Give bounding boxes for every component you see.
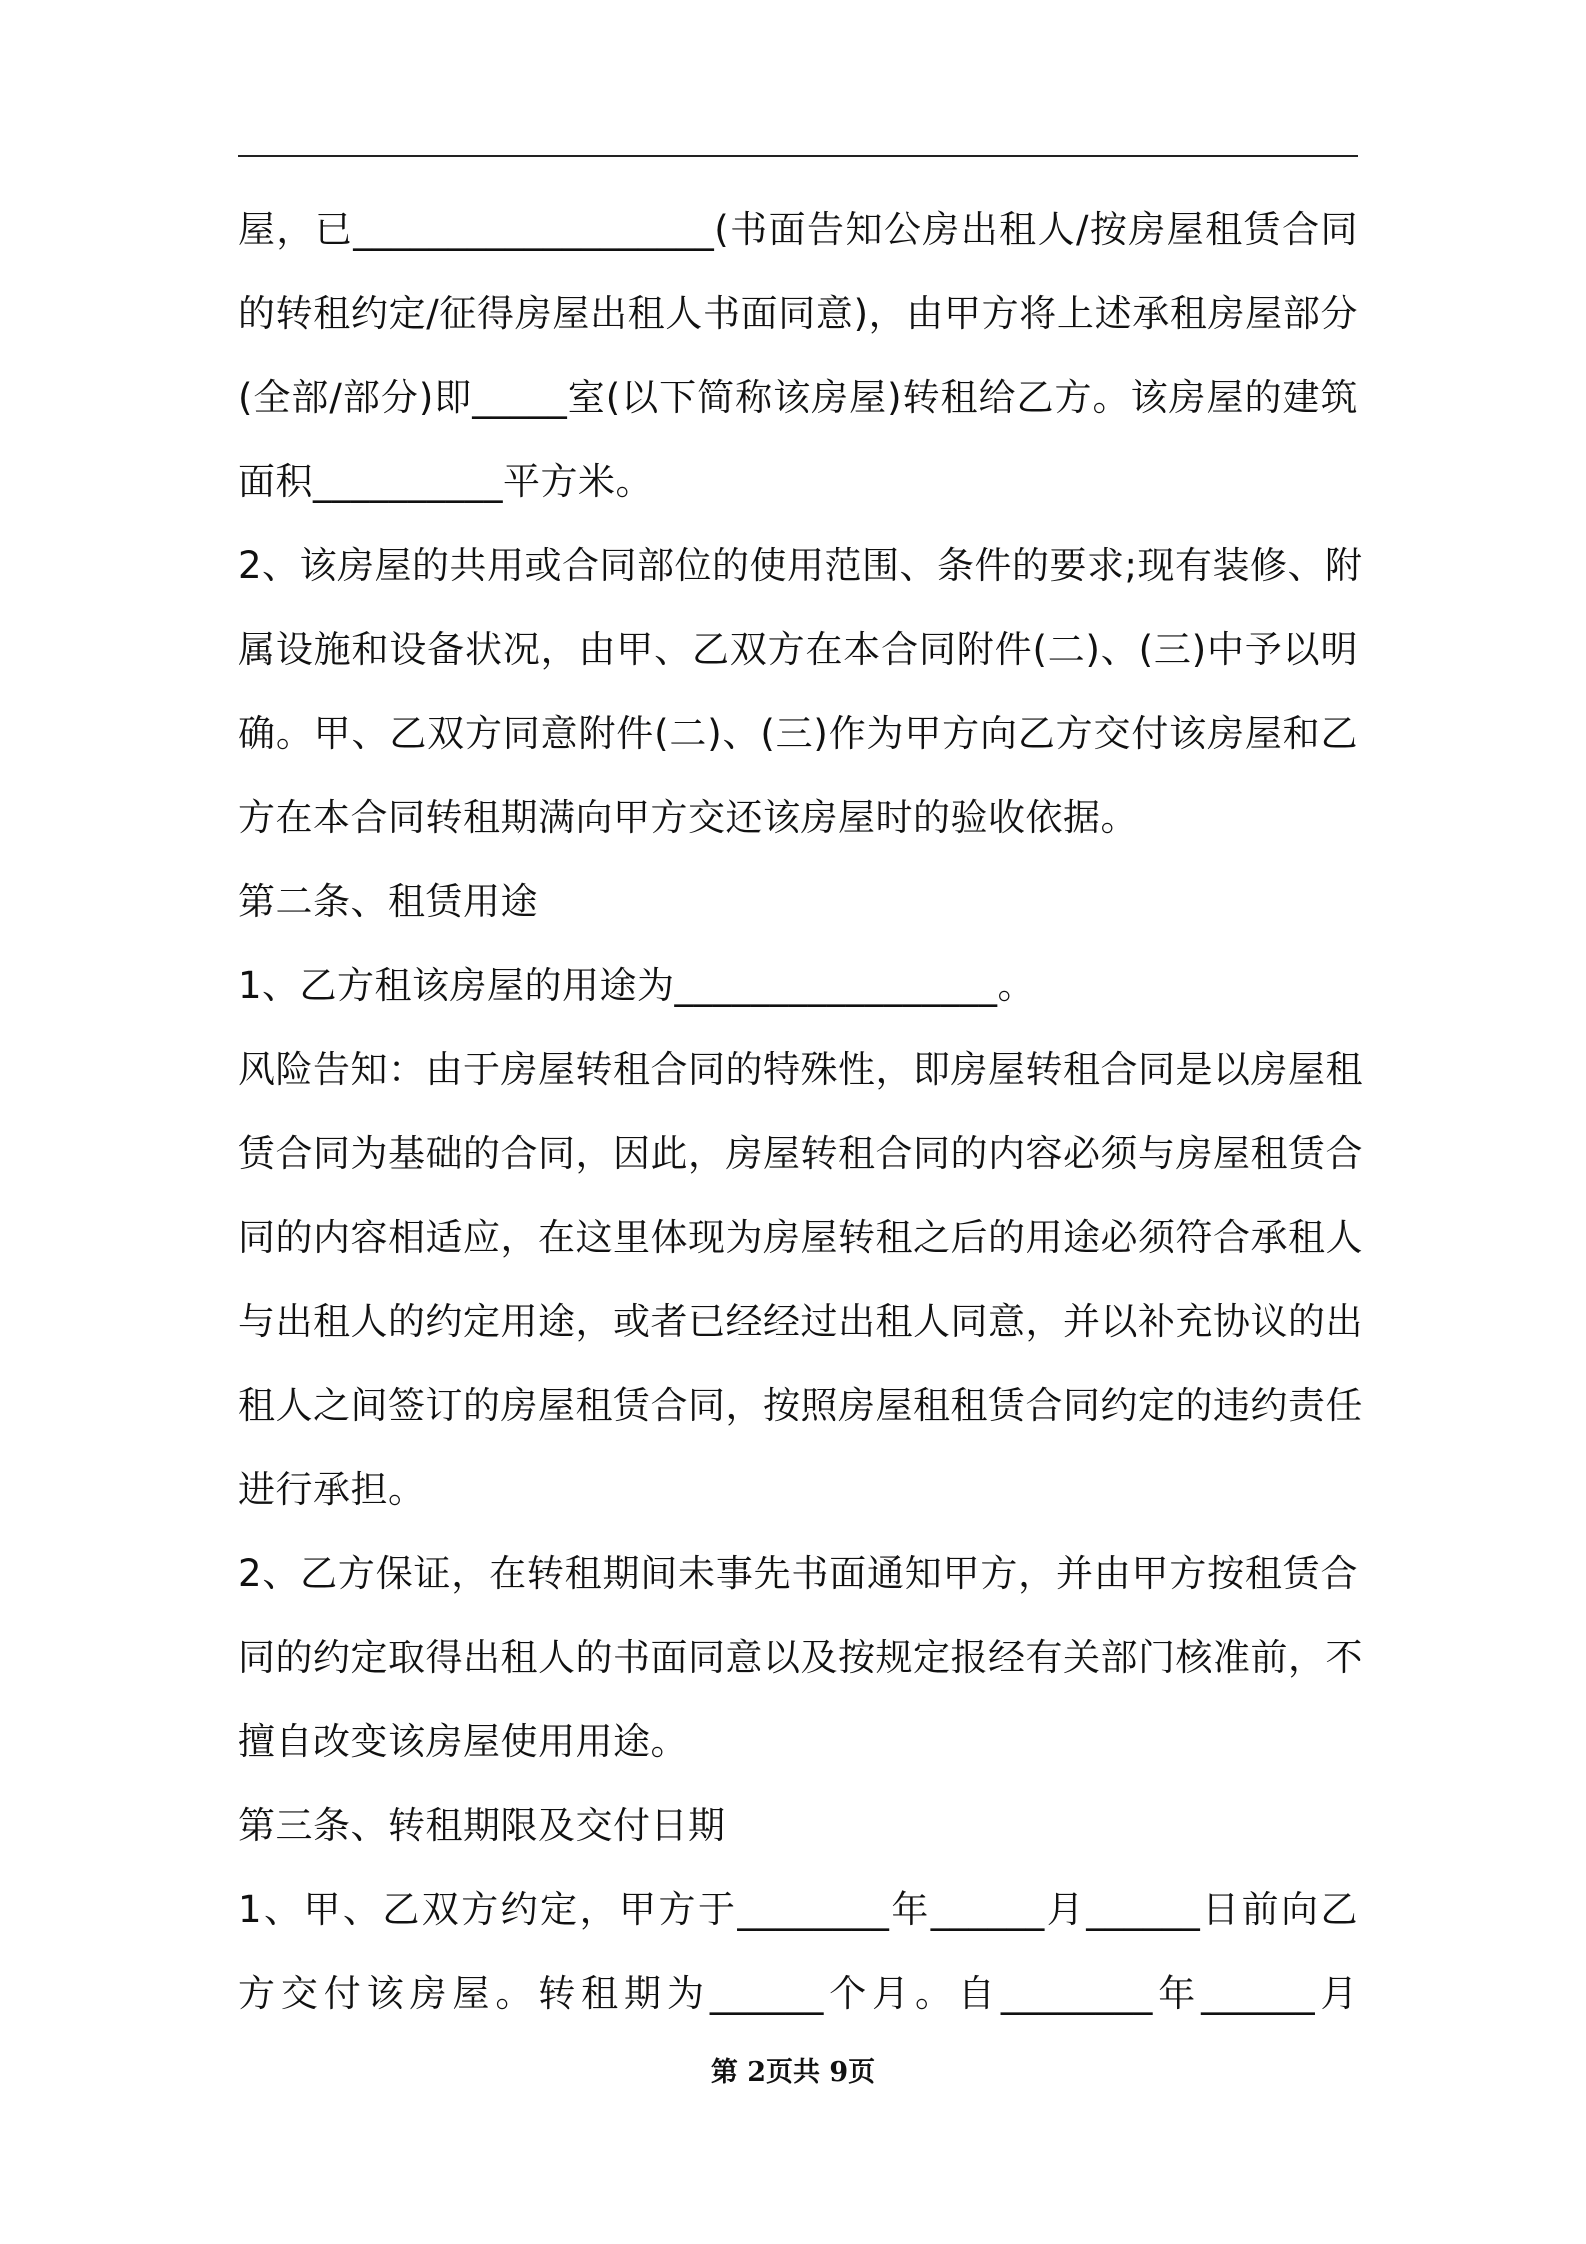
- document-line: 进行承担。: [238, 1468, 426, 1511]
- document-line: 第三条、转租期限及交付日期: [238, 1804, 726, 1847]
- document-line: 方在本合同转租期满向甲方交还该房屋时的验收依据。: [238, 796, 1138, 839]
- document-line: 面积__________平方米。: [238, 460, 653, 503]
- document-line: 的转租约定/征得房屋出租人书面同意)，由甲方将上述承租房屋部分: [238, 292, 1358, 335]
- document-body: [238, 188, 1363, 2036]
- document-line: 属设施和设备状况，由甲、乙双方在本合同附件(二)、(三)中予以明: [238, 628, 1358, 671]
- document-line: 屋，已___________________(书面告知公房出租人/按房屋租赁合同: [238, 208, 1358, 251]
- document-line: 风险告知：由于房屋转租合同的特殊性，即房屋转租合同是以房屋租: [238, 1048, 1363, 1091]
- document-line: 第二条、租赁用途: [238, 880, 538, 923]
- document-line: 同的约定取得出租人的书面同意以及按规定报经有关部门核准前，不: [238, 1636, 1363, 1679]
- document-line: (全部/部分)即_____室(以下简称该房屋)转租给乙方。该房屋的建筑: [238, 376, 1358, 419]
- document-line: 同的内容相适应，在这里体现为房屋转租之后的用途必须符合承租人: [238, 1216, 1363, 1259]
- document-line: 与出租人的约定用途，或者已经经过出租人同意，并以补充协议的出: [238, 1300, 1363, 1343]
- document-line: 擅自改变该房屋使用用途。: [238, 1720, 688, 1763]
- document-line: 确。甲、乙双方同意附件(二)、(三)作为甲方向乙方交付该房屋和乙: [238, 712, 1358, 755]
- document-line: 1、乙方租该房屋的用途为_________________。: [238, 964, 1036, 1007]
- document-line: 1、甲、乙双方约定，甲方于________年______月______日前向乙: [238, 1888, 1358, 1931]
- document-line: 租人之间签订的房屋租赁合同，按照房屋租租赁合同约定的违约责任: [238, 1384, 1363, 1427]
- page-number: 第 2页共 9页: [710, 2057, 876, 2088]
- header-rule: [238, 155, 1358, 157]
- document-line: 2、乙方保证，在转租期间未事先书面通知甲方，并由甲方按租赁合: [238, 1552, 1358, 1595]
- document-line: 赁合同为基础的合同，因此，房屋转租合同的内容必须与房屋租赁合: [238, 1132, 1363, 1175]
- document-line: 方交付该房屋。转租期为______个月。自________年______月: [238, 1972, 1358, 2015]
- document-line: 2、该房屋的共用或合同部位的使用范围、条件的要求;现有装修、附: [238, 544, 1363, 587]
